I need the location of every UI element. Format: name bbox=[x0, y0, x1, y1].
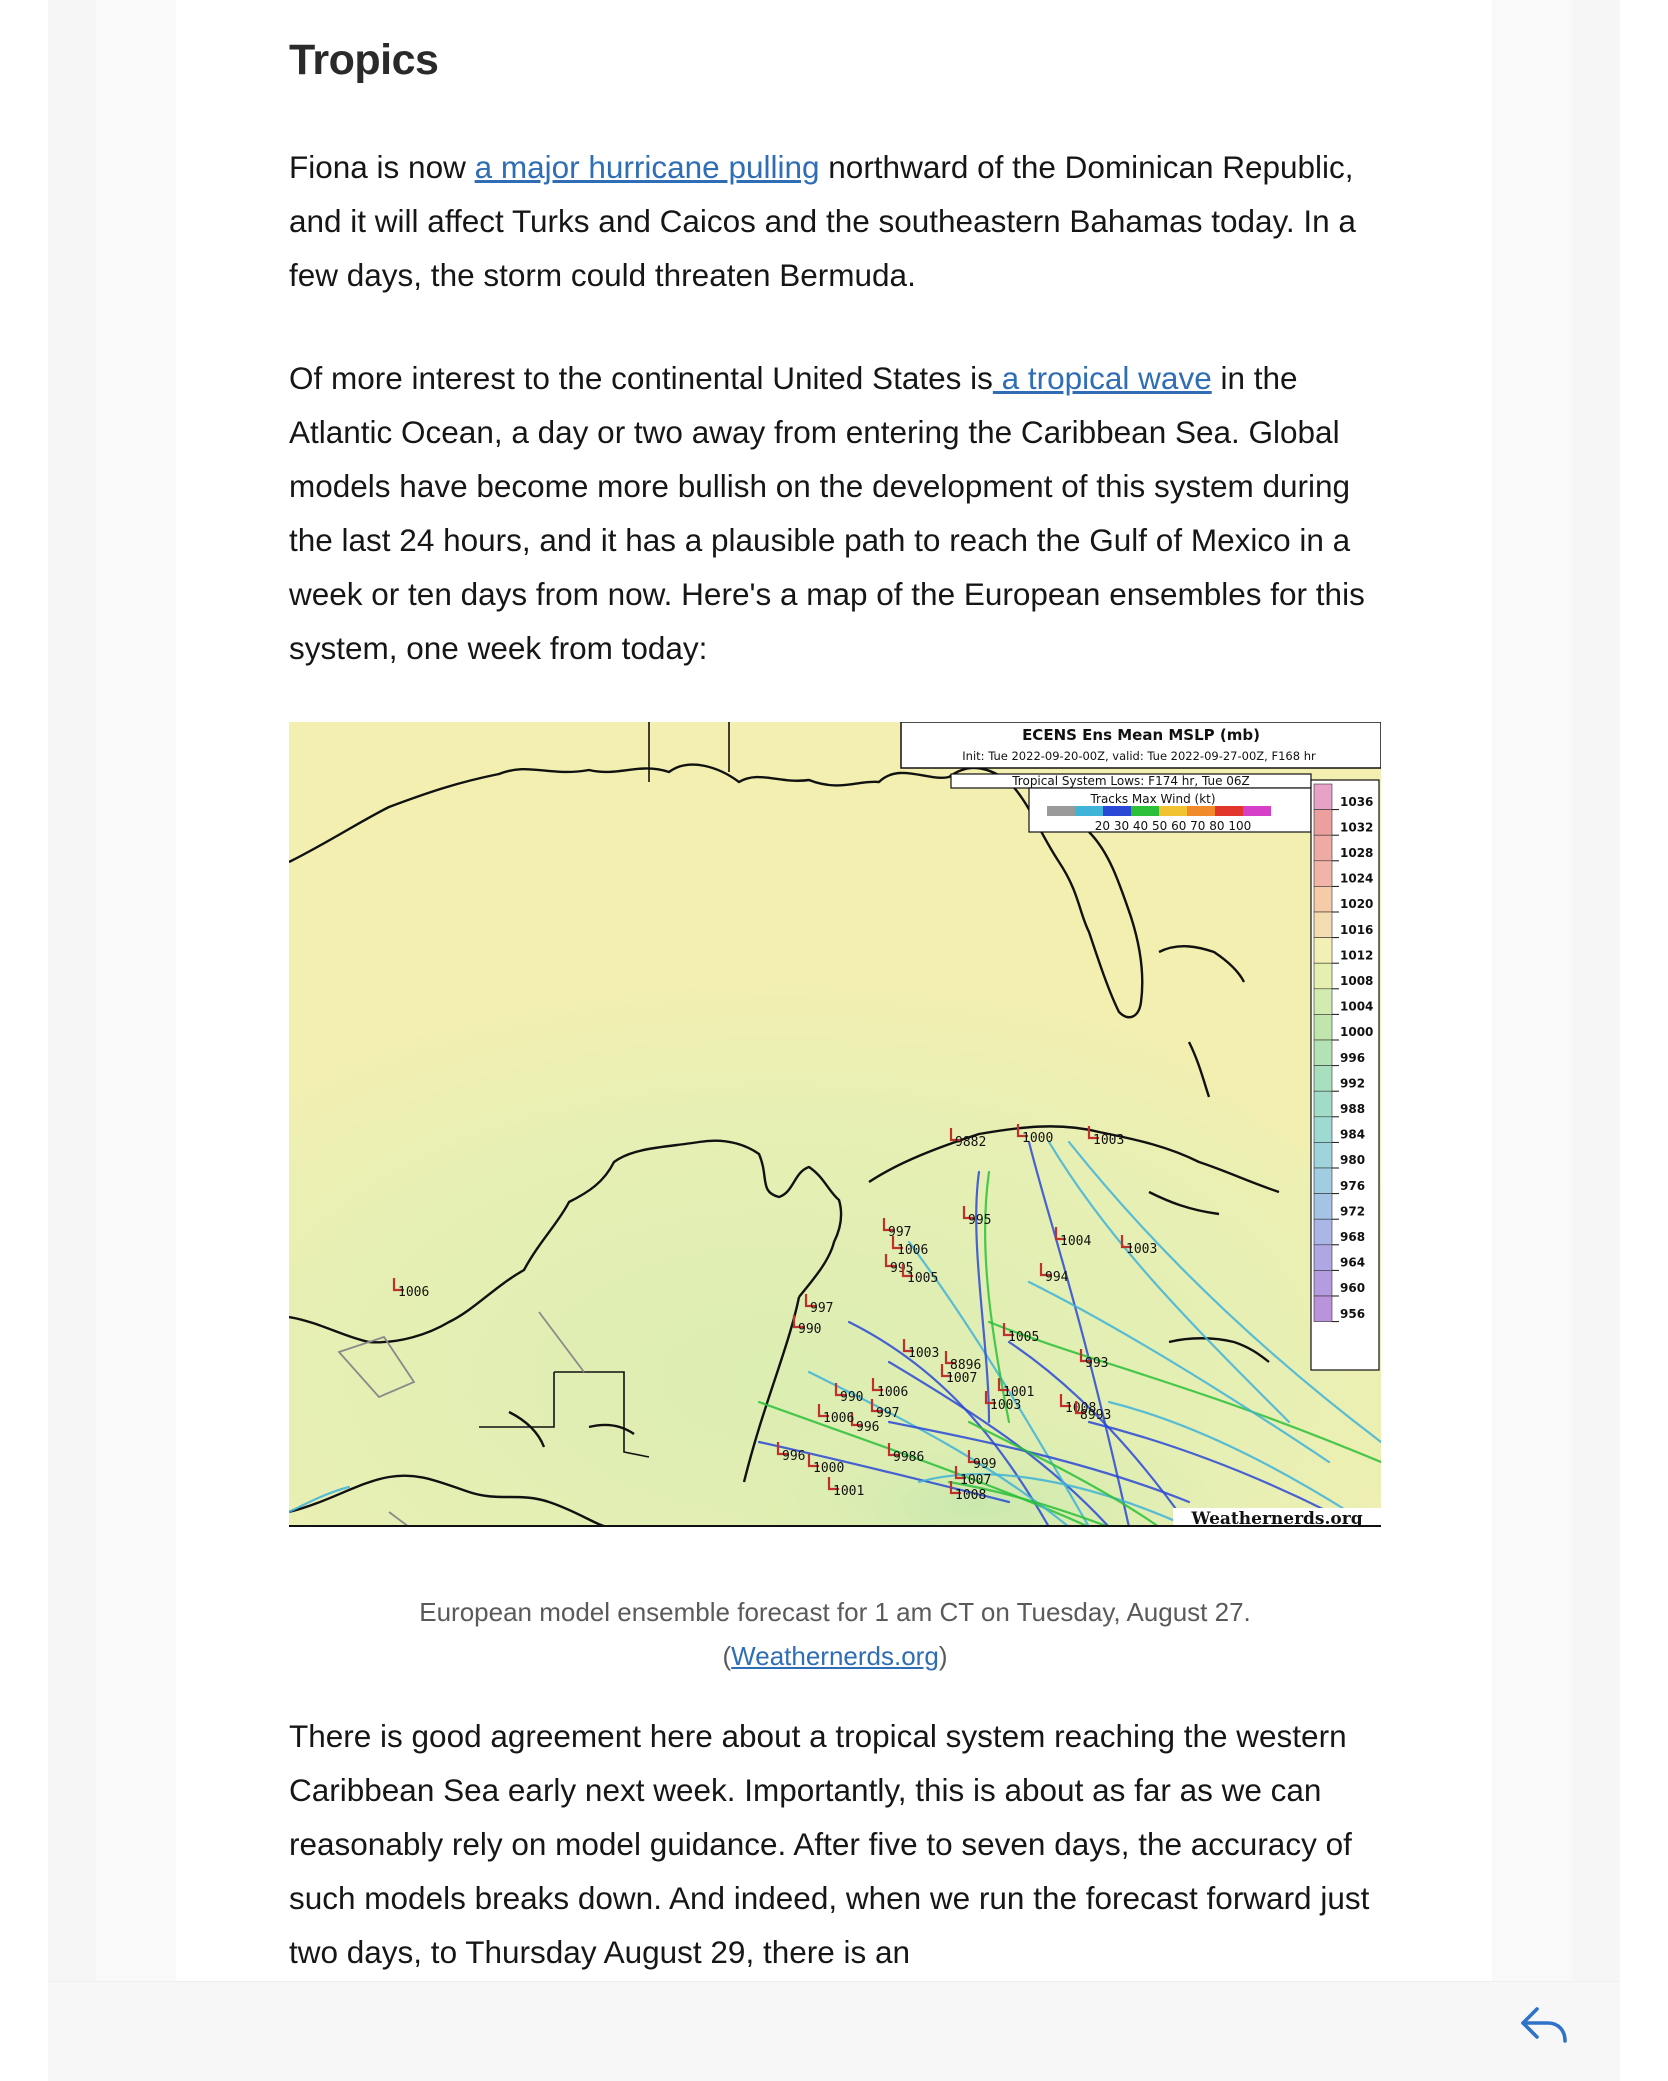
low-pressure-label: 997 bbox=[810, 1301, 834, 1316]
low-pressure-label: 1005 bbox=[1008, 1330, 1040, 1345]
link-tropical-wave[interactable]: a tropical wave bbox=[992, 360, 1212, 396]
low-pressure-label: 990 bbox=[798, 1322, 822, 1337]
low-pressure-label: 996 bbox=[856, 1420, 880, 1435]
low-pressure-label: 1006 bbox=[877, 1385, 909, 1400]
colorbar-label: 1012 bbox=[1340, 948, 1374, 963]
bottom-toolbar bbox=[48, 1981, 1620, 2081]
colorbar-label: 1008 bbox=[1340, 973, 1374, 988]
caption-source-link[interactable]: Weathernerds.org bbox=[731, 1641, 939, 1671]
colorbar-swatch bbox=[1314, 1040, 1332, 1066]
wind-swatch bbox=[1159, 806, 1187, 816]
p2-text-before: Of more interest to the continental United States is bbox=[289, 360, 993, 396]
colorbar-label: 996 bbox=[1340, 1050, 1366, 1065]
colorbar-swatch bbox=[1314, 1066, 1332, 1092]
low-pressure-label: 1008 bbox=[1065, 1401, 1097, 1416]
colorbar-swatch bbox=[1314, 886, 1332, 912]
wind-color-bar bbox=[1047, 806, 1271, 816]
low-pressure-label: 1007 bbox=[946, 1371, 978, 1386]
low-pressure-label: 1000 bbox=[1022, 1131, 1054, 1146]
wind-legend-title: Tracks Max Wind (kt) bbox=[1090, 792, 1216, 806]
low-pressure-label: 8896 bbox=[950, 1358, 982, 1373]
low-pressure-label: 1006 bbox=[398, 1285, 430, 1300]
wind-swatch bbox=[1243, 806, 1271, 816]
colorbar-swatch bbox=[1314, 1168, 1332, 1194]
colorbar-label: 1000 bbox=[1340, 1025, 1374, 1040]
p1-text-after: northward of the Dominican Republic, and it will affect Turks and Caicos and the southeastern Bahamas today. In a few days, the storm could threaten Bermuda. bbox=[289, 149, 1356, 293]
colorbar-label: 988 bbox=[1340, 1101, 1366, 1116]
wind-swatch bbox=[1047, 806, 1075, 816]
map-init-line: Init: Tue 2022-09-20-00Z, valid: Tue 2022-09-27-00Z, F168 hr bbox=[962, 749, 1316, 763]
colorbar-label: 968 bbox=[1340, 1229, 1366, 1244]
wind-swatch bbox=[1075, 806, 1103, 816]
colorbar-label: 1036 bbox=[1340, 794, 1374, 809]
low-pressure-label: 994 bbox=[1045, 1270, 1069, 1285]
colorbar-swatch bbox=[1314, 1296, 1332, 1322]
colorbar-label: 980 bbox=[1340, 1153, 1366, 1168]
watermark: Weathernerds.org bbox=[1191, 1509, 1363, 1527]
low-pressure-label: 1008 bbox=[955, 1488, 987, 1503]
colorbar-swatch bbox=[1314, 810, 1332, 836]
low-pressure-label: 997 bbox=[888, 1225, 912, 1240]
low-pressure-label: 1003 bbox=[1126, 1242, 1158, 1257]
pressure-colorbar bbox=[1311, 780, 1379, 1370]
low-pressure-label: 9986 bbox=[893, 1450, 925, 1465]
colorbar-label: 956 bbox=[1340, 1306, 1366, 1321]
section-heading: Tropics bbox=[289, 36, 439, 84]
colorbar-swatch bbox=[1314, 1117, 1332, 1143]
colorbar-label: 972 bbox=[1340, 1204, 1366, 1219]
paragraph-tropical-wave bbox=[289, 351, 1384, 675]
low-pressure-label: 999 bbox=[973, 1457, 997, 1472]
colorbar-label: 976 bbox=[1340, 1178, 1366, 1193]
map-lows-line: Tropical System Lows: F174 hr, Tue 06Z bbox=[1012, 774, 1250, 788]
colorbar-label: 1028 bbox=[1340, 845, 1374, 860]
caption-paren-close: ) bbox=[938, 1641, 948, 1671]
colorbar-swatch bbox=[1314, 1270, 1332, 1296]
colorbar-swatch bbox=[1314, 1142, 1332, 1168]
low-pressure-label: 995 bbox=[968, 1213, 992, 1228]
colorbar-swatch bbox=[1314, 1091, 1332, 1117]
low-pressure-label: 1004 bbox=[1060, 1234, 1092, 1249]
p1-text-before: Fiona is now bbox=[289, 149, 475, 185]
low-pressure-label: 1005 bbox=[907, 1271, 939, 1286]
caption-text: European model ensemble forecast for 1 am CT on Tuesday, August 27. bbox=[419, 1597, 1251, 1627]
low-pressure-label: 1003 bbox=[1093, 1133, 1125, 1148]
colorbar-swatch bbox=[1314, 938, 1332, 964]
colorbar-swatch bbox=[1314, 912, 1332, 938]
figure-caption bbox=[289, 1590, 1381, 1678]
colorbar-swatch bbox=[1314, 963, 1332, 989]
wind-swatch bbox=[1187, 806, 1215, 816]
low-pressure-label: 8993 bbox=[1080, 1408, 1112, 1423]
low-pressure-label: 1003 bbox=[908, 1346, 940, 1361]
colorbar-label: 1032 bbox=[1340, 820, 1374, 835]
colorbar-label: 1004 bbox=[1340, 999, 1374, 1014]
colorbar-swatch bbox=[1314, 1219, 1332, 1245]
low-pressure-label: 9882 bbox=[955, 1135, 987, 1150]
low-pressure-label: 1006 bbox=[823, 1411, 855, 1426]
low-pressure-label: 993 bbox=[1085, 1356, 1109, 1371]
link-major-hurricane[interactable]: a major hurricane pulling bbox=[474, 149, 820, 185]
map-graphic bbox=[289, 722, 1381, 1527]
colorbar-label: 984 bbox=[1340, 1127, 1366, 1142]
ensemble-forecast-map bbox=[289, 722, 1381, 1527]
wind-swatch bbox=[1103, 806, 1131, 816]
colorbar-swatch bbox=[1314, 1245, 1332, 1271]
colorbar-label: 992 bbox=[1340, 1076, 1366, 1091]
low-pressure-label: 990 bbox=[840, 1390, 864, 1405]
low-pressure-label: 997 bbox=[876, 1406, 900, 1421]
colorbar-label: 960 bbox=[1340, 1281, 1366, 1296]
colorbar-swatch bbox=[1314, 861, 1332, 887]
wind-swatch bbox=[1215, 806, 1243, 816]
low-pressure-label: 1001 bbox=[833, 1484, 865, 1499]
low-pressure-label: 995 bbox=[890, 1261, 914, 1276]
wind-legend-ticks: 20 30 40 50 60 70 80 100 bbox=[1094, 819, 1252, 833]
low-pressure-label: 1001 bbox=[1003, 1385, 1035, 1400]
colorbar-swatch bbox=[1314, 1194, 1332, 1220]
colorbar-swatch bbox=[1314, 784, 1332, 810]
low-pressure-label: 1000 bbox=[813, 1461, 845, 1476]
low-pressure-label: 1007 bbox=[960, 1473, 992, 1488]
reply-arrow-icon[interactable] bbox=[1520, 2003, 1568, 2047]
colorbar-label: 1024 bbox=[1340, 871, 1374, 886]
colorbar-label: 1016 bbox=[1340, 922, 1374, 937]
map-title: ECENS Ens Mean MSLP (mb) bbox=[1022, 726, 1260, 744]
colorbar-swatch bbox=[1314, 835, 1332, 861]
p2-text-after: in the Atlantic Ocean, a day or two away from entering the Caribbean Sea. Global models have become more bullish on the development of this system during the last 24 hours, and it has a plausible path to reach the Gulf of Mexico in a week or ten days from now. Here's a map of the European ensembles for this system, one week from today: bbox=[289, 360, 1365, 666]
colorbar-label: 964 bbox=[1340, 1255, 1366, 1270]
caption-paren-open: ( bbox=[722, 1641, 732, 1671]
low-pressure-label: 1003 bbox=[990, 1398, 1022, 1413]
paragraph-fiona bbox=[289, 140, 1384, 302]
wind-swatch bbox=[1131, 806, 1159, 816]
colorbar-swatch bbox=[1314, 1014, 1332, 1040]
low-pressure-label: 1006 bbox=[897, 1243, 929, 1258]
paragraph-agreement: There is good agreement here about a tropical system reaching the western Caribbean Sea early next week. Importantly, this is about as far as we can reasonably rely on model guidance. After five to seven days, the accuracy of such models breaks down. And indeed, when we run the forecast forward just two days, to Thursday August 29, there is an bbox=[289, 1718, 1370, 1970]
low-pressure-label: 996 bbox=[782, 1449, 806, 1464]
colorbar-label: 1020 bbox=[1340, 897, 1374, 912]
colorbar-swatch bbox=[1314, 989, 1332, 1015]
